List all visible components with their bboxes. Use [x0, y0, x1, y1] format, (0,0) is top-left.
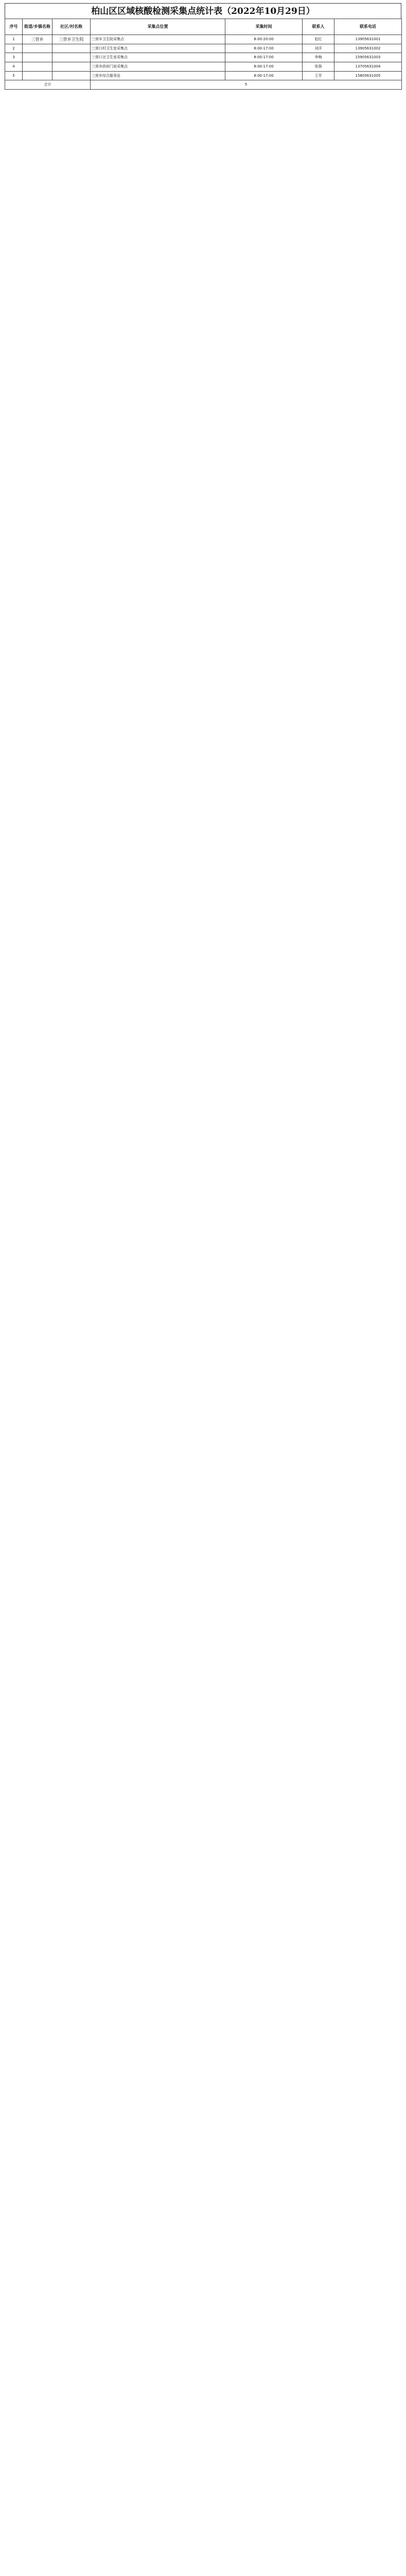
cell-contact: 张强: [303, 62, 334, 72]
table-footer-row: [5, 80, 402, 90]
cell-community: [52, 62, 91, 72]
cell-hours: 8:00-20:00: [225, 35, 303, 44]
cell-community: 三营乡卫生院: [52, 35, 91, 44]
header-phone: 联系电话: [334, 19, 402, 35]
cell-street: 三营乡: [23, 35, 52, 44]
header-site: 采集点位置: [91, 19, 225, 35]
cell-site: 三营乡卫生院采集点: [91, 35, 225, 44]
cell-street: [23, 71, 52, 80]
header-index: 序号: [5, 19, 23, 35]
cell-community: [52, 71, 91, 80]
cell-community: [52, 53, 91, 62]
cell-street: [23, 62, 52, 72]
cell-contact: 李梅: [303, 53, 334, 62]
table-row: [5, 44, 402, 53]
cell-contact: 赵红: [303, 35, 334, 44]
cell-site: 三营口村卫生室采集点: [91, 44, 225, 53]
header-street: 街道/乡镇名称: [23, 19, 52, 35]
table-row: [5, 71, 402, 80]
header-contact: 联系人: [303, 19, 334, 35]
cell-phone: 13705631004: [334, 62, 402, 72]
cell-phone: 13905631001: [334, 35, 402, 44]
page-title: 柏山区区域核酸检测采集点统计表（2022年10月29日）: [5, 3, 401, 19]
cell-hours: 8:00-17:00: [225, 62, 303, 72]
cell-contact: 刘洋: [303, 44, 334, 53]
cell-site: 三营口岔卫生室采集点: [91, 53, 225, 62]
table-row: [5, 62, 402, 72]
cell-street: [23, 53, 52, 62]
cell-hours: 8:00-17:00: [225, 44, 303, 53]
cell-total-label: 合计: [5, 80, 91, 90]
cell-street: [23, 44, 52, 53]
cell-index: 2: [5, 44, 23, 53]
cell-community: [52, 44, 91, 53]
cell-site: 三营乡政府门前采集点: [91, 62, 225, 72]
cell-hours: 8:00-17:00: [225, 53, 303, 62]
cell-site: 三营乡综合服务站: [91, 71, 225, 80]
table-header-row: [5, 19, 402, 35]
header-community: 社区/村名称: [52, 19, 91, 35]
table-row: [5, 35, 402, 44]
cell-hours: 8:00-17:00: [225, 71, 303, 80]
collection-sites-table: [5, 19, 402, 90]
table-row: [5, 53, 402, 62]
cell-index: 5: [5, 71, 23, 80]
cell-total-value: 5: [91, 80, 402, 90]
cell-phone: 15805631005: [334, 71, 402, 80]
cell-index: 3: [5, 53, 23, 62]
header-hours: 采集时间: [225, 19, 303, 35]
cell-phone: 15905631003: [334, 53, 402, 62]
cell-index: 1: [5, 35, 23, 44]
cell-contact: 王芳: [303, 71, 334, 80]
cell-phone: 13905631002: [334, 44, 402, 53]
cell-index: 4: [5, 62, 23, 72]
